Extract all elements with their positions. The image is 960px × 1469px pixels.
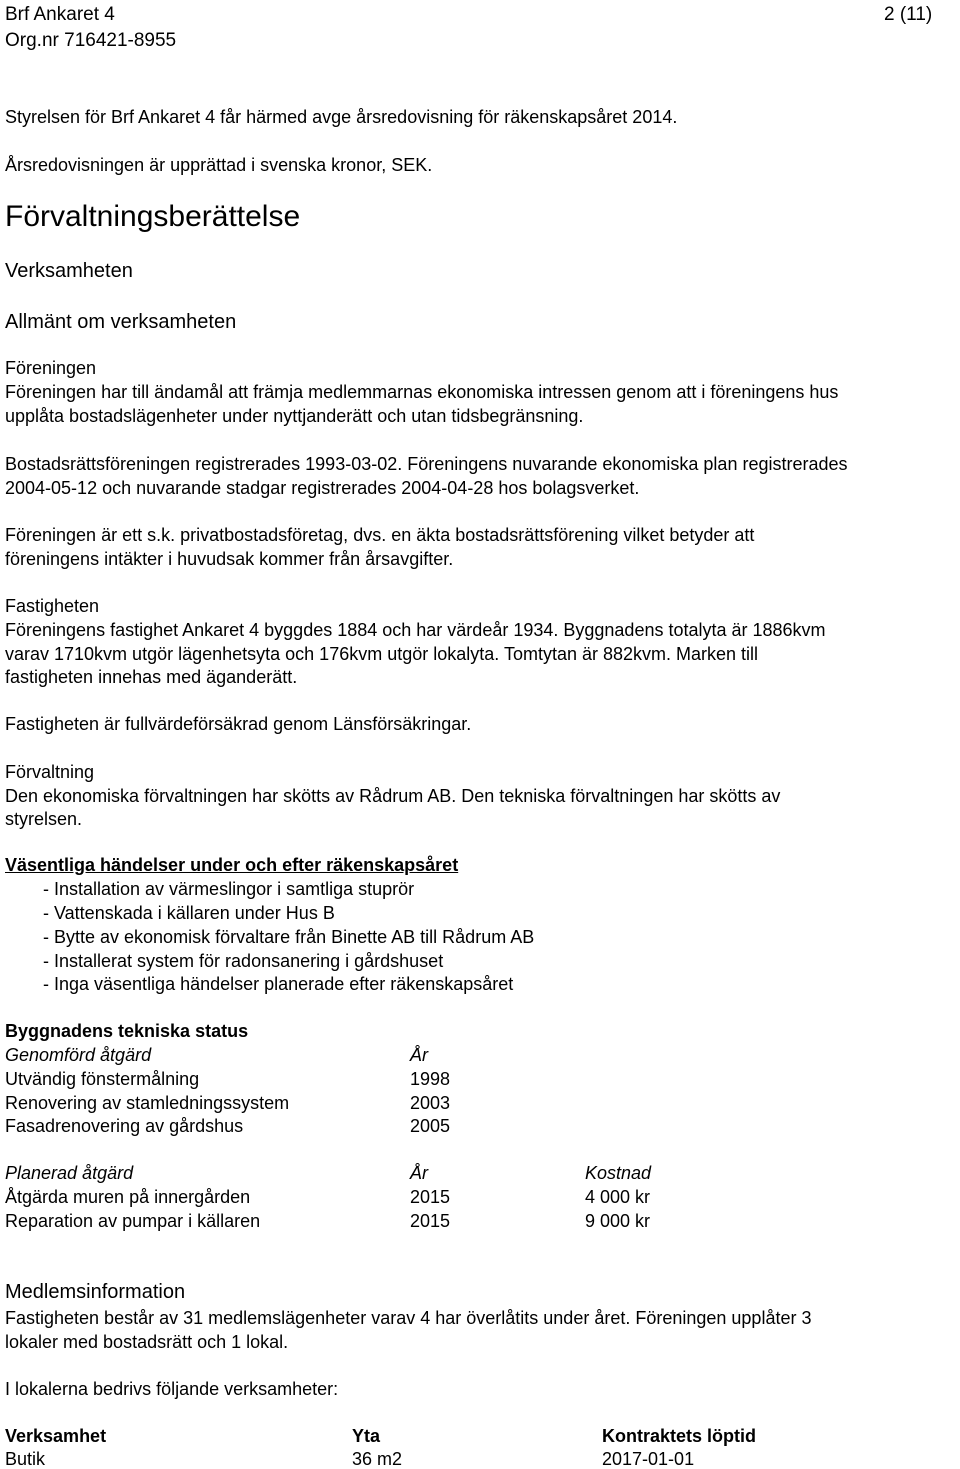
done-row-action: Fasadrenovering av gårdshus bbox=[5, 1116, 244, 1136]
handelser-item: - Inga väsentliga händelser planerade efter räkenskapsåret bbox=[43, 974, 514, 994]
fastigheten-p1-line-1: Föreningens fastighet Ankaret 4 byggdes 1884 och har värdeår 1934. Byggnadens totalyta är 1886kvm bbox=[5, 620, 826, 640]
section-title-fastigheten: Fastigheten bbox=[5, 596, 100, 616]
section-title-forvaltning: Förvaltning bbox=[5, 762, 95, 782]
fastigheten-p2: Fastigheten är fullvärdeförsäkrad genom Länsförsäkringar. bbox=[5, 714, 472, 734]
section-title-foreningen: Föreningen bbox=[5, 358, 97, 378]
done-row-action: Renovering av stamledningssystem bbox=[5, 1093, 290, 1113]
planned-row-cost: 9 000 kr bbox=[585, 1211, 651, 1231]
done-header-action: Genomförd åtgärd bbox=[5, 1045, 152, 1065]
planned-row-year: 2015 bbox=[410, 1211, 451, 1231]
done-header-year: År bbox=[410, 1045, 428, 1065]
done-row-year: 1998 bbox=[410, 1069, 451, 1089]
heading-allmant: Allmänt om verksamheten bbox=[5, 311, 237, 333]
section-title-teknisk-status: Byggnadens tekniska status bbox=[5, 1021, 249, 1041]
planned-row-action: Åtgärda muren på innergården bbox=[5, 1187, 251, 1207]
planned-header-year: År bbox=[410, 1163, 428, 1183]
forvaltning-p1-line-1: Den ekonomiska förvaltningen har skötts av Rådrum AB. Den tekniska förvaltningen har skötts av bbox=[5, 786, 781, 806]
handelser-item: - Installerat system för radonsanering i gårdshuset bbox=[43, 951, 444, 971]
planned-row-action: Reparation av pumpar i källaren bbox=[5, 1211, 261, 1231]
forvaltning-p1-line-2: styrelsen. bbox=[5, 809, 83, 829]
lokal-header-yta: Yta bbox=[352, 1426, 381, 1446]
section-title-medlemsinfo: Medlemsinformation bbox=[5, 1281, 186, 1303]
lokal-row-yta: 36 m2 bbox=[352, 1449, 403, 1469]
medlemsinfo-p2: I lokalerna bedrivs följande verksamheter: bbox=[5, 1379, 339, 1399]
planned-header-action: Planerad åtgärd bbox=[5, 1163, 134, 1183]
lokal-header-loptid: Kontraktets löptid bbox=[602, 1426, 757, 1446]
fastigheten-p1-line-3: fastigheten innehas med äganderätt. bbox=[5, 667, 298, 687]
intro-line-1: Styrelsen för Brf Ankaret 4 får härmed avge årsredovisning för räkenskapsåret 2014. bbox=[5, 107, 678, 127]
lokal-header-verksamhet: Verksamhet bbox=[5, 1426, 107, 1446]
handelser-item: - Vattenskada i källaren under Hus B bbox=[43, 903, 335, 923]
done-row-year: 2003 bbox=[410, 1093, 451, 1113]
medlemsinfo-p1-line-1: Fastigheten består av 31 medlemslägenheter varav 4 har överlåtits under året. Föreningen upplåter 3 bbox=[5, 1308, 812, 1328]
section-title-handelser: Väsentliga händelser under och efter räkenskapsåret bbox=[5, 855, 459, 875]
foreningen-p2-line-2: 2004-05-12 och nuvarande stadgar registrerades 2004-04-28 hos bolagsverket. bbox=[5, 478, 640, 498]
foreningen-p3-line-2: föreningens intäkter i huvudsak kommer från årsavgifter. bbox=[5, 549, 454, 569]
foreningen-p2-line-1: Bostadsrättsföreningen registrerades 1993-03-02. Föreningens nuvarande ekonomiska plan registrerades bbox=[5, 454, 848, 474]
intro-line-2: Årsredovisningen är upprättad i svenska kronor, SEK. bbox=[5, 155, 433, 175]
planned-header-cost: Kostnad bbox=[585, 1163, 652, 1183]
lokal-row-loptid: 2017-01-01 bbox=[602, 1449, 695, 1469]
org-number: Org.nr 716421-8955 bbox=[5, 30, 177, 51]
fastigheten-p1-line-2: varav 1710kvm utgör lägenhetsyta och 176kvm utgör lokalyta. Tomtytan är 882kvm. Marken till bbox=[5, 644, 759, 664]
org-name: Brf Ankaret 4 bbox=[5, 4, 115, 25]
done-row-year: 2005 bbox=[410, 1116, 451, 1136]
done-row-action: Utvändig fönstermålning bbox=[5, 1069, 200, 1089]
page-number: 2 (11) bbox=[884, 4, 933, 25]
main-heading: Förvaltningsberättelse bbox=[5, 200, 301, 233]
handelser-item: - Bytte av ekonomisk förvaltare från Binette AB till Rådrum AB bbox=[43, 927, 535, 947]
planned-row-cost: 4 000 kr bbox=[585, 1187, 651, 1207]
foreningen-p1-line-2: upplåta bostadslägenheter under nyttjanderätt och utan tidsbegränsning. bbox=[5, 406, 584, 426]
handelser-item: - Installation av värmeslingor i samtliga stuprör bbox=[43, 879, 415, 899]
medlemsinfo-p1-line-2: lokaler med bostadsrätt och 1 lokal. bbox=[5, 1332, 289, 1352]
heading-verksamheten: Verksamheten bbox=[5, 260, 133, 282]
planned-row-year: 2015 bbox=[410, 1187, 451, 1207]
foreningen-p3-line-1: Föreningen är ett s.k. privatbostadsföretag, dvs. en äkta bostadsrättsförening vilket betyder att bbox=[5, 525, 755, 545]
foreningen-p1-line-1: Föreningen har till ändamål att främja medlemmarnas ekonomiska intressen genom att i föreningens hus bbox=[5, 382, 839, 402]
lokal-row-verksamhet: Butik bbox=[5, 1449, 46, 1469]
